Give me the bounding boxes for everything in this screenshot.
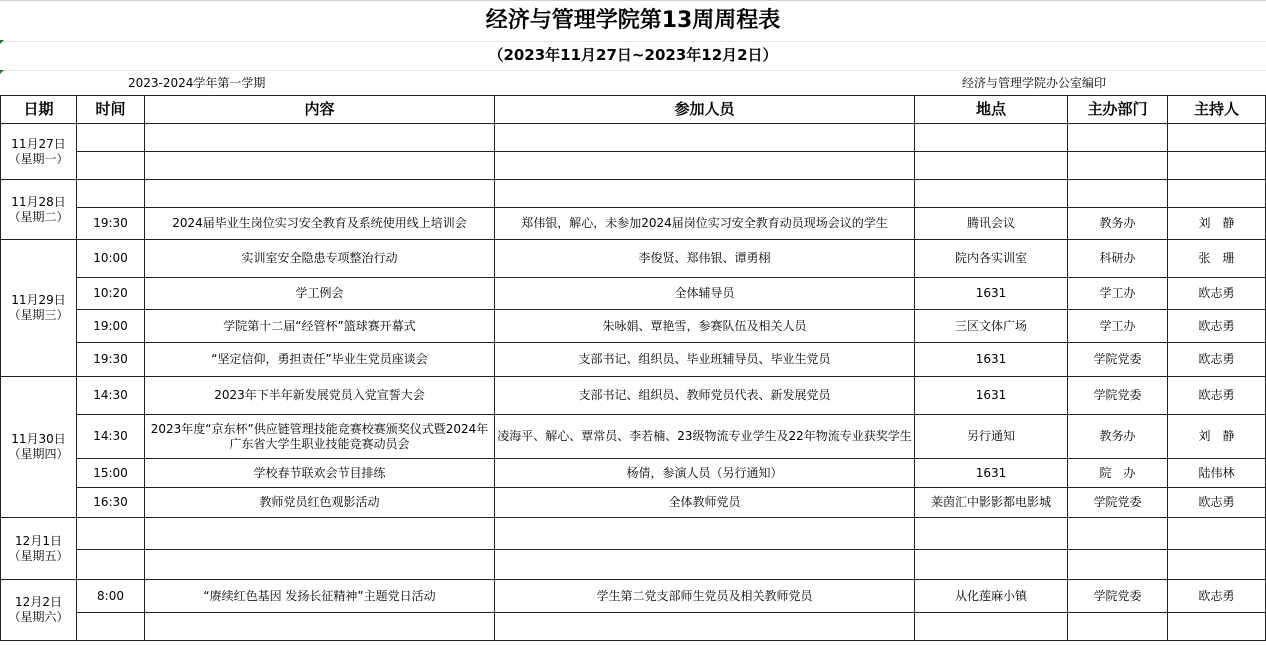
department-cell: 学工办 [1068,278,1168,310]
table-row [1,343,1266,377]
date-label: 12月2日 [15,595,62,609]
weekday-label: （星期一） [8,151,69,166]
content-cell: “赓续红色基因 发扬长征精神”主题党日活动 [145,580,495,613]
location-cell: 从化莲麻小镇 [915,580,1068,613]
content-cell [145,518,495,550]
host-cell: 欧志勇 [1168,278,1266,310]
table-row [1,550,1266,580]
host-cell [1168,550,1266,580]
location-cell: 1631 [915,377,1068,415]
host-cell [1168,613,1266,641]
location-cell: 1631 [915,343,1068,377]
time-cell: 8:00 [77,580,145,613]
location-cell: 院内各实训室 [915,240,1068,278]
header-row [1,96,1266,124]
participants-cell [495,180,915,208]
content-cell: 教师党员红色观影活动 [145,488,495,518]
time-cell: 15:00 [77,459,145,488]
weekday-label: （星期三） [8,308,69,322]
table-row [1,488,1266,518]
host-cell [1168,518,1266,550]
location-cell: 1631 [915,459,1068,488]
weekday-label: （星期二） [8,209,69,224]
date-label: 11月28日 [11,194,66,209]
content-cell: 学院第十二届“经管杯”篮球赛开幕式 [145,310,495,343]
column-header-host: 主持人 [1168,96,1266,124]
date-cell [1,124,77,180]
content-cell: 2023年度“京东杯”供应链管理技能竞赛校赛颁奖仪式暨2024年广东省大学生职业技能竞赛动员会 [145,415,495,459]
department-cell [1068,180,1168,208]
cell-comment-marker [0,70,4,74]
time-cell [77,518,145,550]
host-cell: 刘 静 [1168,415,1266,459]
participants-cell [495,124,915,152]
table-row [1,310,1266,343]
location-cell [915,550,1068,580]
participants-cell: 全体教师党员 [495,488,915,518]
table-row [1,415,1266,459]
table-row [1,459,1266,488]
participants-cell: 郑伟银，解心，未参加2024届岗位实习安全教育动员现场会议的学生 [495,208,915,240]
location-cell: 腾讯会议 [915,208,1068,240]
editor-label: 经济与管理学院办公室编印 [962,76,1107,90]
date-cell [1,240,77,377]
participants-cell: 全体辅导员 [495,278,915,310]
participants-cell: 李俊贤、郑伟银、谭勇栩 [495,240,915,278]
schedule-table [0,95,1266,641]
content-cell: 学工例会 [145,278,495,310]
department-cell: 学院党委 [1068,488,1168,518]
department-cell: 科研办 [1068,240,1168,278]
department-cell [1068,518,1168,550]
participants-cell [495,152,915,180]
host-cell: 刘 静 [1168,208,1266,240]
location-cell [915,518,1068,550]
host-cell [1168,152,1266,180]
host-cell [1168,124,1266,152]
content-cell: 实训室安全隐患专项整治行动 [145,240,495,278]
department-cell [1068,152,1168,180]
table-row [1,518,1266,550]
table-row [1,180,1266,208]
host-cell [1168,180,1266,208]
table-row [1,208,1266,240]
semester-label: 2023-2024学年第一学期 [128,76,266,90]
time-cell [77,152,145,180]
content-cell [145,550,495,580]
column-header-time: 时间 [77,96,145,124]
date-cell [1,180,77,240]
weekday-label: （星期五） [8,548,69,563]
department-cell: 教务办 [1068,415,1168,459]
participants-cell [495,518,915,550]
department-cell: 院 办 [1068,459,1168,488]
time-cell [77,550,145,580]
host-cell: 欧志勇 [1168,377,1266,415]
department-cell [1068,550,1168,580]
location-cell: 三区文体广场 [915,310,1068,343]
location-cell: 莱茵汇中影影都电影城 [915,488,1068,518]
column-header-content: 内容 [145,96,495,124]
weekday-label: （星期六） [8,610,69,624]
table-row [1,580,1266,613]
host-cell: 欧志勇 [1168,343,1266,377]
host-cell: 张 珊 [1168,240,1266,278]
department-cell [1068,613,1168,641]
content-cell: 学校春节联欢会节目排练 [145,459,495,488]
time-cell: 19:30 [77,343,145,377]
table-row [1,240,1266,278]
participants-cell [495,550,915,580]
date-cell [1,518,77,580]
page-title: 经济与管理学院第13周周程表 [0,0,1266,42]
location-cell [915,613,1068,641]
department-cell: 学院党委 [1068,377,1168,415]
host-cell: 陆伟林 [1168,459,1266,488]
date-range-subtitle: （2023年11月27日~2023年12月2日） [0,40,1266,71]
time-cell: 14:30 [77,377,145,415]
department-cell: 学工办 [1068,310,1168,343]
time-cell: 10:20 [77,278,145,310]
host-cell: 欧志勇 [1168,488,1266,518]
date-label: 11月29日 [11,293,66,307]
content-cell [145,613,495,641]
participants-cell: 杨倩，参演人员（另行通知） [495,459,915,488]
date-label: 12月1日 [15,533,62,548]
cell-comment-marker [0,40,4,44]
department-cell: 学院党委 [1068,580,1168,613]
participants-cell: 凌海平、解心、覃常员、李若楠、23级物流专业学生及22年物流专业获奖学生 [495,415,915,459]
table-row [1,152,1266,180]
location-cell [915,180,1068,208]
participants-cell: 学生第二党支部师生党员及相关教师党员 [495,580,915,613]
location-cell [915,124,1068,152]
department-cell: 教务办 [1068,208,1168,240]
participants-cell: 支部书记、组织员、教师党员代表、新发展党员 [495,377,915,415]
column-header-date: 日期 [1,96,77,124]
host-cell: 欧志勇 [1168,310,1266,343]
time-cell [77,613,145,641]
content-cell [145,180,495,208]
date-label: 11月27日 [11,136,66,151]
content-cell [145,152,495,180]
time-cell: 14:30 [77,415,145,459]
content-cell [145,124,495,152]
location-cell: 另行通知 [915,415,1068,459]
time-cell: 10:00 [77,240,145,278]
column-header-location: 地点 [915,96,1068,124]
participants-cell: 支部书记、组织员、毕业班辅导员、毕业生党员 [495,343,915,377]
time-cell: 19:30 [77,208,145,240]
host-cell: 欧志勇 [1168,580,1266,613]
time-cell: 16:30 [77,488,145,518]
time-cell [77,180,145,208]
weekday-label: （星期四） [8,447,69,461]
date-cell [1,580,77,641]
time-cell [77,124,145,152]
location-cell [915,152,1068,180]
time-cell: 19:00 [77,310,145,343]
location-cell: 1631 [915,278,1068,310]
table-row [1,124,1266,152]
participants-cell: 朱咏娟、覃艳雪，参赛队伍及相关人员 [495,310,915,343]
content-cell: “坚定信仰，勇担责任”毕业生党员座谈会 [145,343,495,377]
column-header-department: 主办部门 [1068,96,1168,124]
date-label: 11月30日 [11,432,66,446]
department-cell [1068,124,1168,152]
date-cell [1,377,77,518]
column-header-participants: 参加人员 [495,96,915,124]
table-row [1,613,1266,641]
content-cell: 2024届毕业生岗位实习安全教育及系统使用线上培训会 [145,208,495,240]
participants-cell [495,613,915,641]
content-cell: 2023年下半年新发展党员入党宣誓大会 [145,377,495,415]
table-row [1,278,1266,310]
table-row [1,377,1266,415]
department-cell: 学院党委 [1068,343,1168,377]
